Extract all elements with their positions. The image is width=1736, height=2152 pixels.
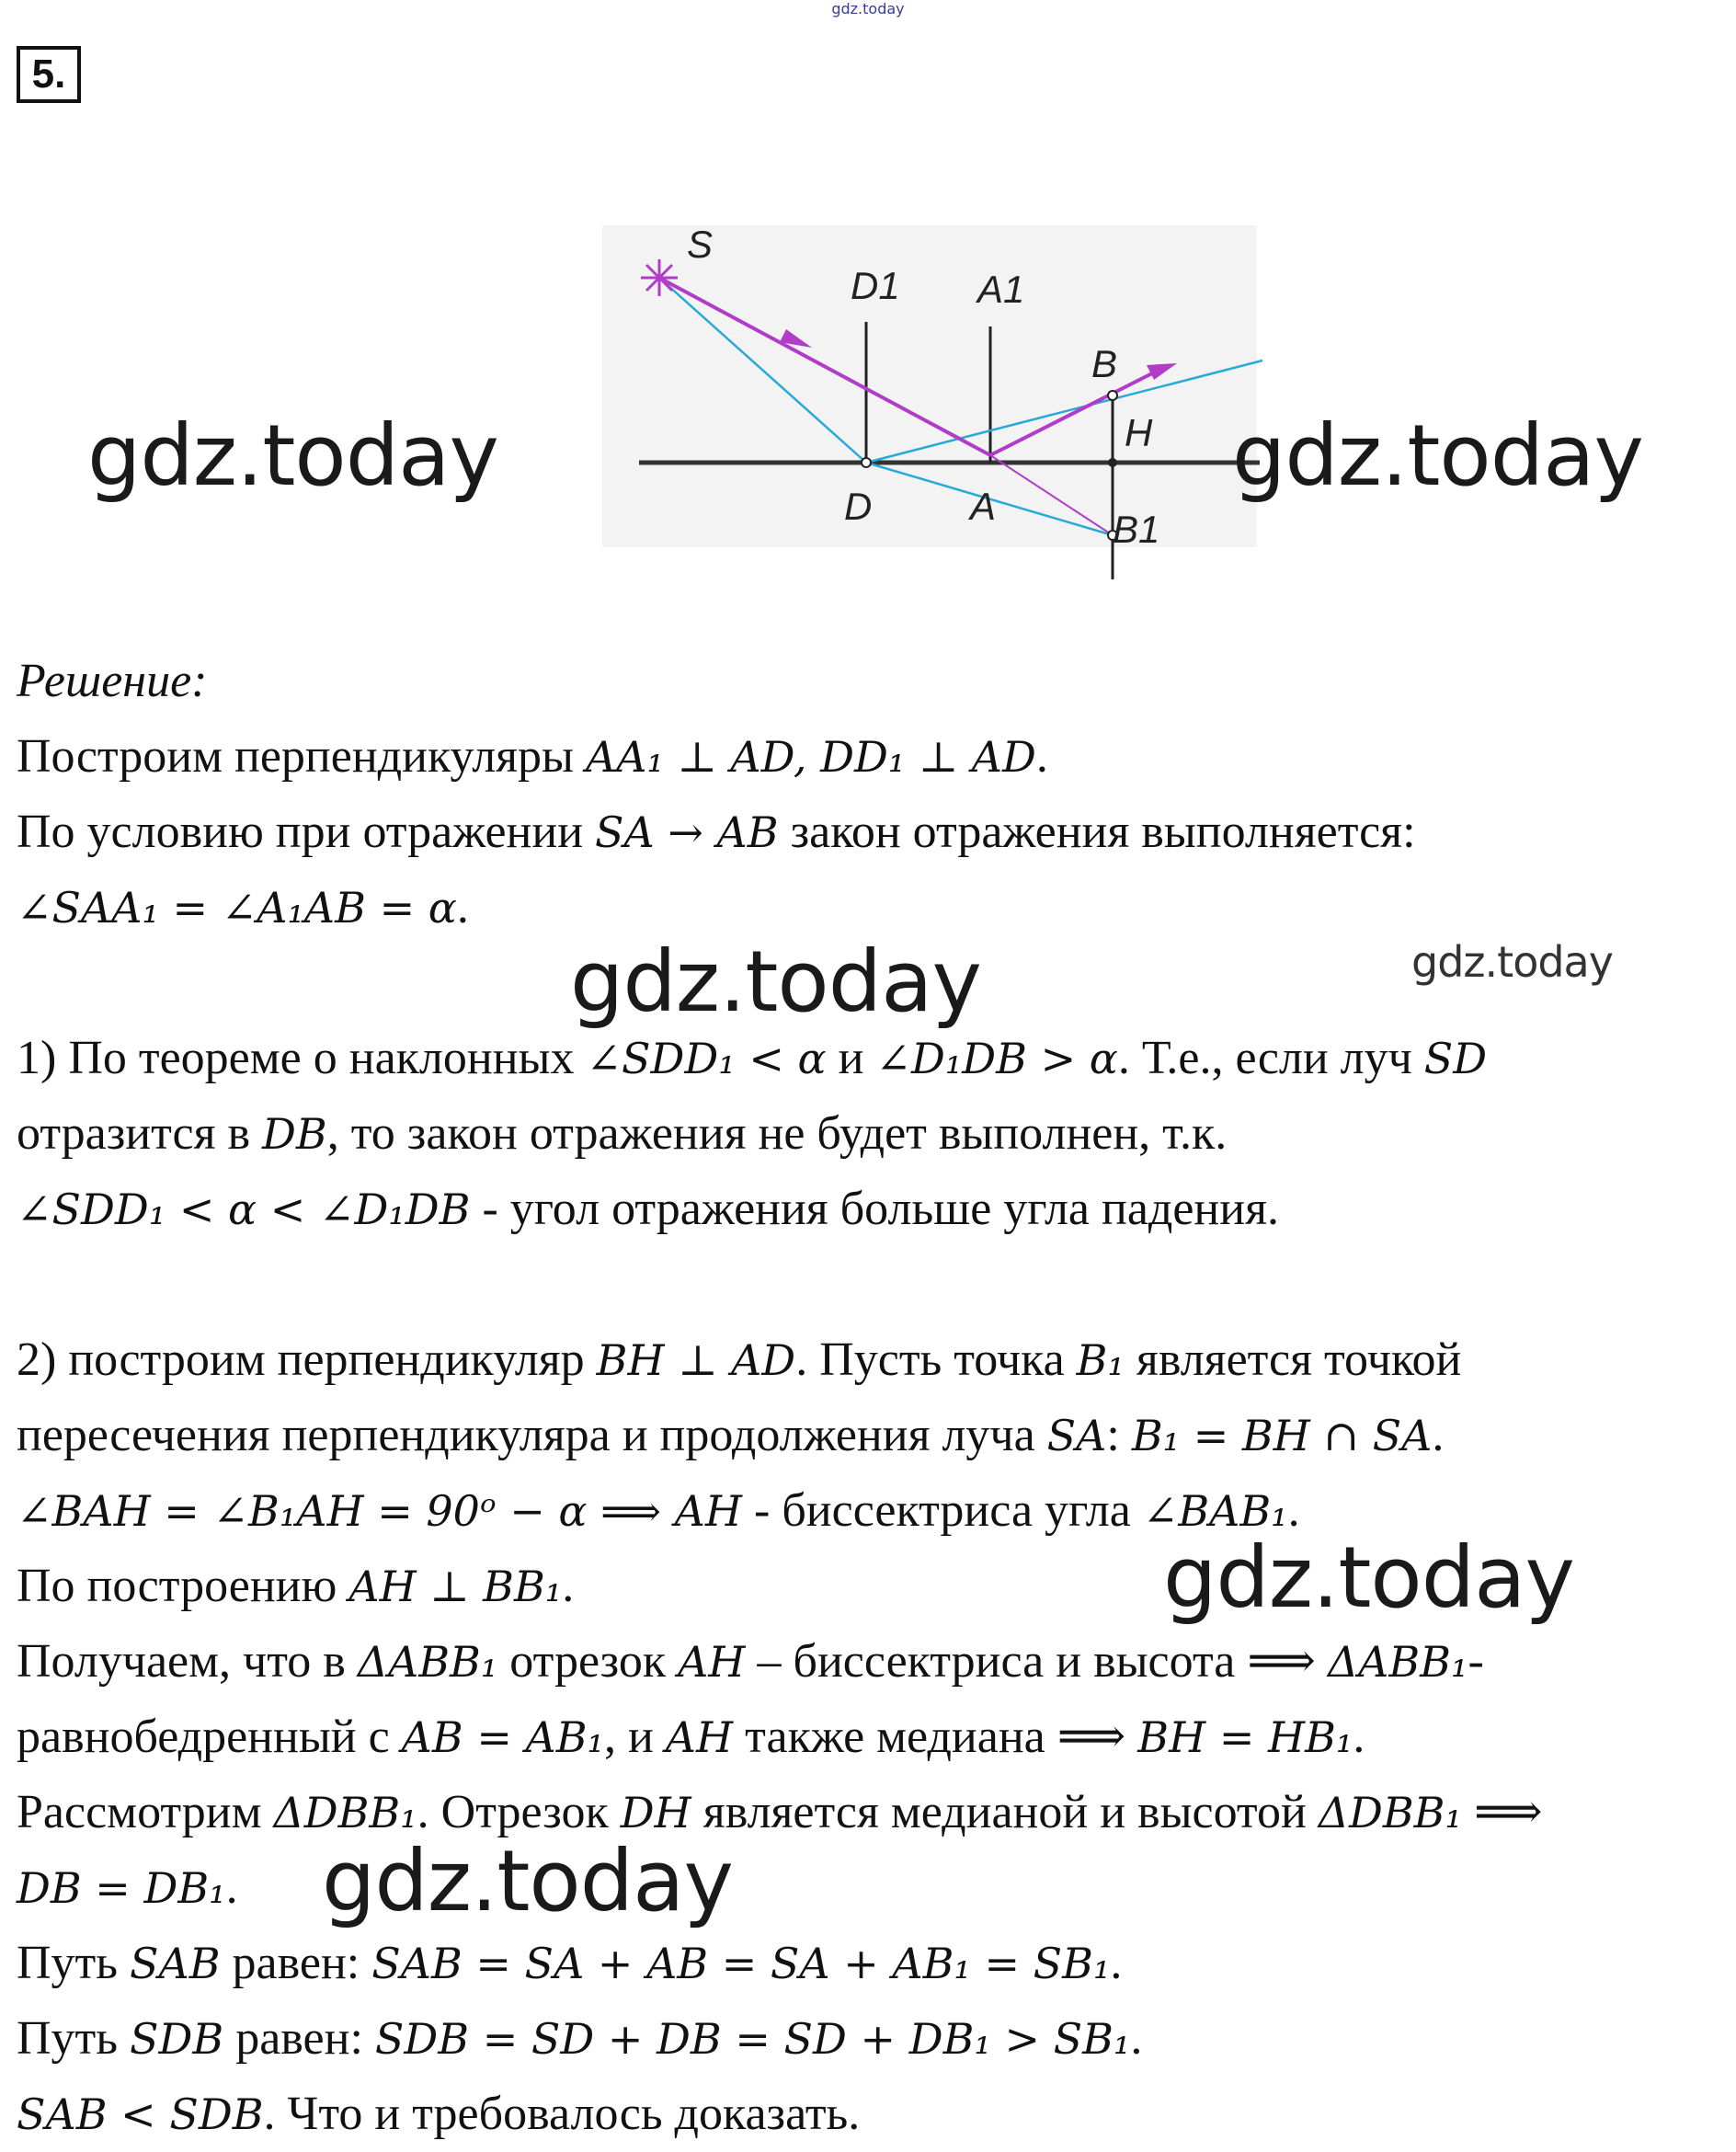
text-segment: . Пусть точка [795,1334,1077,1386]
math-expression: ΔDBB₁ [273,1788,417,1837]
label-H: H [1125,411,1153,454]
math-expression: SA → AB [595,807,779,857]
text-segment: . Что и требовалось доказать. [263,2088,861,2140]
watermark: gdz.today [1411,937,1613,987]
math-expression: SAB < SDB [17,2089,264,2139]
text-segment: Путь [17,1937,130,1989]
solution-title: Решение: [17,655,208,707]
solution-line [17,1850,1727,1926]
header-site-url[interactable]: gdz.today [831,0,905,17]
text-segment: . [225,1861,238,1914]
math-expression: B₁ = BH ∩ SA [1131,1411,1433,1460]
text-segment: Рассмотрим [17,1786,274,1838]
text-segment: равен: [220,1937,372,1989]
text-segment: - угол отражения больше угла падения. [470,1183,1280,1235]
math-expression: B₁ [1076,1335,1125,1385]
math-expression: SAB = SA + AB = SA + AB₁ = SB₁ [371,1939,1111,1988]
text-segment: . [456,881,469,933]
solution-line [17,870,1727,945]
problem-number: 5. [17,46,81,103]
blank-line [17,1247,1727,1322]
math-expression: BH ⊥ AD [596,1335,796,1385]
math-expression: AH [665,1712,734,1762]
watermark: gdz.today [87,406,498,505]
watermark: gdz.today [322,1832,733,1930]
solution-lines [17,719,1727,2152]
label-S: S [687,225,714,266]
watermark: gdz.today [1232,406,1643,505]
reflection-diagram [602,225,1283,589]
math-expression: AB = AB₁ [401,1712,604,1762]
text-segment: , то закон отражения не будет выполнен, т.к. [326,1107,1228,1160]
text-segment: . [1432,1409,1445,1461]
math-expression: DH [620,1788,691,1837]
text-segment: По условию при отражении [17,806,596,858]
math-expression: ∠SDD₁ < α [586,1034,827,1083]
label-A1: A1 [977,268,1025,311]
text-segment: 1) По теореме о наклонных [17,1032,587,1084]
text-segment: . [1287,1484,1300,1537]
solution-text [17,644,1727,2152]
math-expression: AA₁ ⊥ AD, DD₁ ⊥ AD [586,732,1036,782]
math-expression: SDB = SD + DB = SD + DB₁ > SB₁ [374,2014,1131,2064]
text-segment: . Отрезок [417,1786,621,1838]
text-segment: пересечения перпендикуляра и продолжения луча [17,1409,1047,1461]
math-expression: ΔABB₁ [357,1637,498,1687]
text-segment: равнобедренный с [17,1711,402,1763]
text-segment: – биссектриса и высота ⟹ [745,1635,1328,1688]
solution-line [17,1322,1727,1398]
text-segment: и [826,1032,876,1084]
solution-line [17,1172,1727,1247]
math-expression: ∠SDD₁ < α < ∠D₁DB [17,1185,471,1234]
text-segment: - [1468,1635,1484,1688]
math-expression: SA [1046,1411,1107,1460]
point-B [1108,391,1117,400]
solution-line [17,1700,1727,1775]
math-expression: AH [678,1637,746,1687]
light-source-icon [641,259,678,296]
math-expression: ∠BAH = ∠B₁AH = 90ᵒ − α ⟹ AH [17,1486,743,1536]
solution-line [17,795,1727,870]
solution-line [17,1775,1727,1850]
math-expression: BH = HB₁ [1137,1712,1353,1762]
text-segment: . [1353,1711,1365,1763]
text-segment: : [1106,1409,1132,1461]
solution-line [17,1473,1727,1549]
blank-line [17,945,1727,1021]
text-segment: . [1130,2012,1143,2065]
math-expression: SDB [130,2014,224,2064]
math-expression: DB = DB₁ [17,1863,226,1913]
text-segment: закон отражения выполняется: [778,806,1416,858]
text-segment: По построению [17,1560,349,1612]
text-segment: Получаем, что в [17,1635,358,1688]
label-D1: D1 [851,264,900,307]
math-expression: ∠D₁DB > α [875,1034,1118,1083]
text-segment: 2) построим перпендикуляр [17,1334,597,1386]
label-B1: B1 [1113,508,1160,551]
label-B: B [1091,342,1118,385]
solution-line [17,1096,1727,1172]
solution-line [17,1398,1727,1473]
solution-line [17,1624,1727,1700]
solution-line [17,1549,1727,1624]
solution-line [17,2077,1727,2152]
text-segment: является точкой [1124,1334,1462,1386]
math-expression: ΔDBB₁ [1318,1788,1462,1837]
label-A: A [970,485,997,528]
solution-line [17,1926,1727,2001]
text-segment: Построим перпендикуляры [17,730,586,783]
math-expression: ∠SAA₁ = ∠A₁AB = α [17,883,457,933]
math-expression: DB [262,1109,327,1159]
text-segment: Путь [17,2012,130,2065]
text-segment: - биссектриса угла [742,1484,1143,1537]
point-H [1108,458,1117,467]
text-segment: . [562,1560,575,1612]
solution-line [17,1021,1727,1096]
math-expression: SD [1423,1034,1488,1083]
math-expression: ΔABB₁ [1327,1637,1468,1687]
solution-line [17,719,1727,795]
text-segment: также медиана ⟹ [733,1711,1138,1763]
text-segment: ⟹ [1461,1786,1543,1838]
math-expression: ∠BAB₁ [1142,1486,1288,1536]
watermark: gdz.today [570,933,981,1031]
label-D: D [844,485,873,528]
watermark: gdz.today [1163,1528,1574,1627]
text-segment: является медианой и высотой [691,1786,1319,1838]
text-segment: отрезок [497,1635,679,1688]
point-D [862,458,871,467]
text-segment: отразится в [17,1107,263,1160]
text-segment: , и [603,1711,666,1763]
text-segment: . Т.е., если луч [1117,1032,1424,1084]
text-segment: равен: [223,2012,375,2065]
math-expression: AH ⊥ BB₁ [348,1562,563,1611]
solution-line [17,2001,1727,2077]
text-segment: . [1110,1937,1123,1989]
text-segment: . [1035,730,1048,783]
math-expression: SAB [130,1939,221,1988]
